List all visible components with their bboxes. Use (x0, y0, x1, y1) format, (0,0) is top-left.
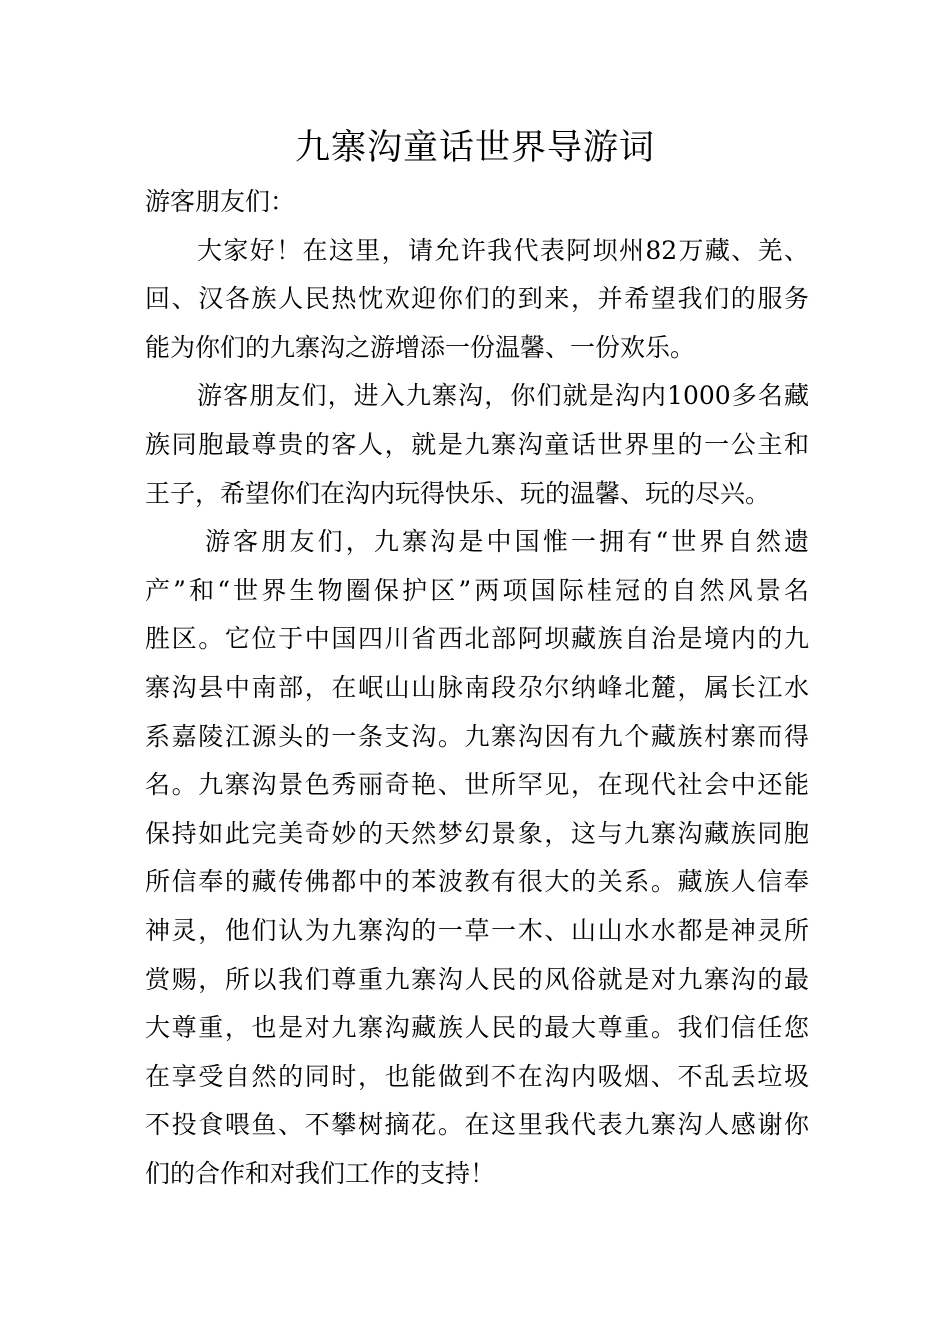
paragraph-3-line-12: 在享受自然的同时，也能做到不在沟内吸烟、不乱丢垃圾 (145, 1061, 809, 1091)
paragraph-3-line-14: 们的合作和对我们工作的支持！ (145, 1158, 496, 1188)
paragraph-1-line-3: 能为你们的九寨沟之游增添一份温馨、一份欢乐。 (145, 332, 696, 362)
paragraph-3-line-8: 所信奉的藏传佛都中的苯波教有很大的关系。藏族人信奉 (145, 867, 809, 897)
paragraph-3-line-1: 游客朋友们，九寨沟是中国惟一拥有“世界自然遗 (205, 527, 809, 557)
paragraph-2-line-1: 游客朋友们，进入九寨沟，你们就是沟内1000多名藏 (197, 381, 809, 411)
paragraph-3-line-10: 赏赐，所以我们尊重九寨沟人民的风俗就是对九寨沟的最 (145, 964, 809, 994)
document-title: 九寨沟童话世界导游词 (294, 128, 655, 168)
salutation-line: 游客朋友们： (145, 187, 296, 216)
paragraph-2-line-2: 族同胞最尊贵的客人，就是九寨沟童话世界里的一公主和 (145, 429, 809, 459)
paragraph-2-line-3: 王子，希望你们在沟内玩得快乐、玩的温馨、玩的尽兴。 (145, 478, 771, 508)
paragraph-3-line-9: 神灵，他们认为九寨沟的一草一木、山山水水都是神灵所 (145, 915, 809, 945)
paragraph-1-line-2: 回、汉各族人民热忱欢迎你们的到来，并希望我们的服务 (145, 284, 809, 314)
paragraph-3-line-2: 产”和“世界生物圈保护区”两项国际桂冠的自然风景名 (145, 575, 809, 605)
document-body (145, 178, 809, 1198)
paragraph-3-line-6: 名。九寨沟景色秀丽奇艳、世所罕见，在现代社会中还能 (145, 770, 809, 800)
paragraph-3-line-13: 不投食喂鱼、不攀树摘花。在这里我代表九寨沟人感谢你 (145, 1110, 809, 1140)
paragraph-1-line-1: 大家好！在这里，请允许我代表阿坝州82万藏、羌、 (197, 235, 809, 265)
paragraph-3-line-4: 寨沟县中南部，在岷山山脉南段尕尔纳峰北麓，属长江水 (145, 672, 809, 702)
paragraph-3-line-11: 大尊重，也是对九寨沟藏族人民的最大尊重。我们信任您 (145, 1013, 809, 1043)
paragraph-3-line-7: 保持如此完美奇妙的天然梦幻景象，这与九寨沟藏族同胞 (145, 818, 809, 848)
paragraph-3-line-5: 系嘉陵江源头的一条支沟。九寨沟因有九个藏族村寨而得 (145, 721, 809, 751)
paragraph-3-line-3: 胜区。它位于中国四川省西北部阿坝藏族自治是境内的九 (145, 624, 809, 654)
